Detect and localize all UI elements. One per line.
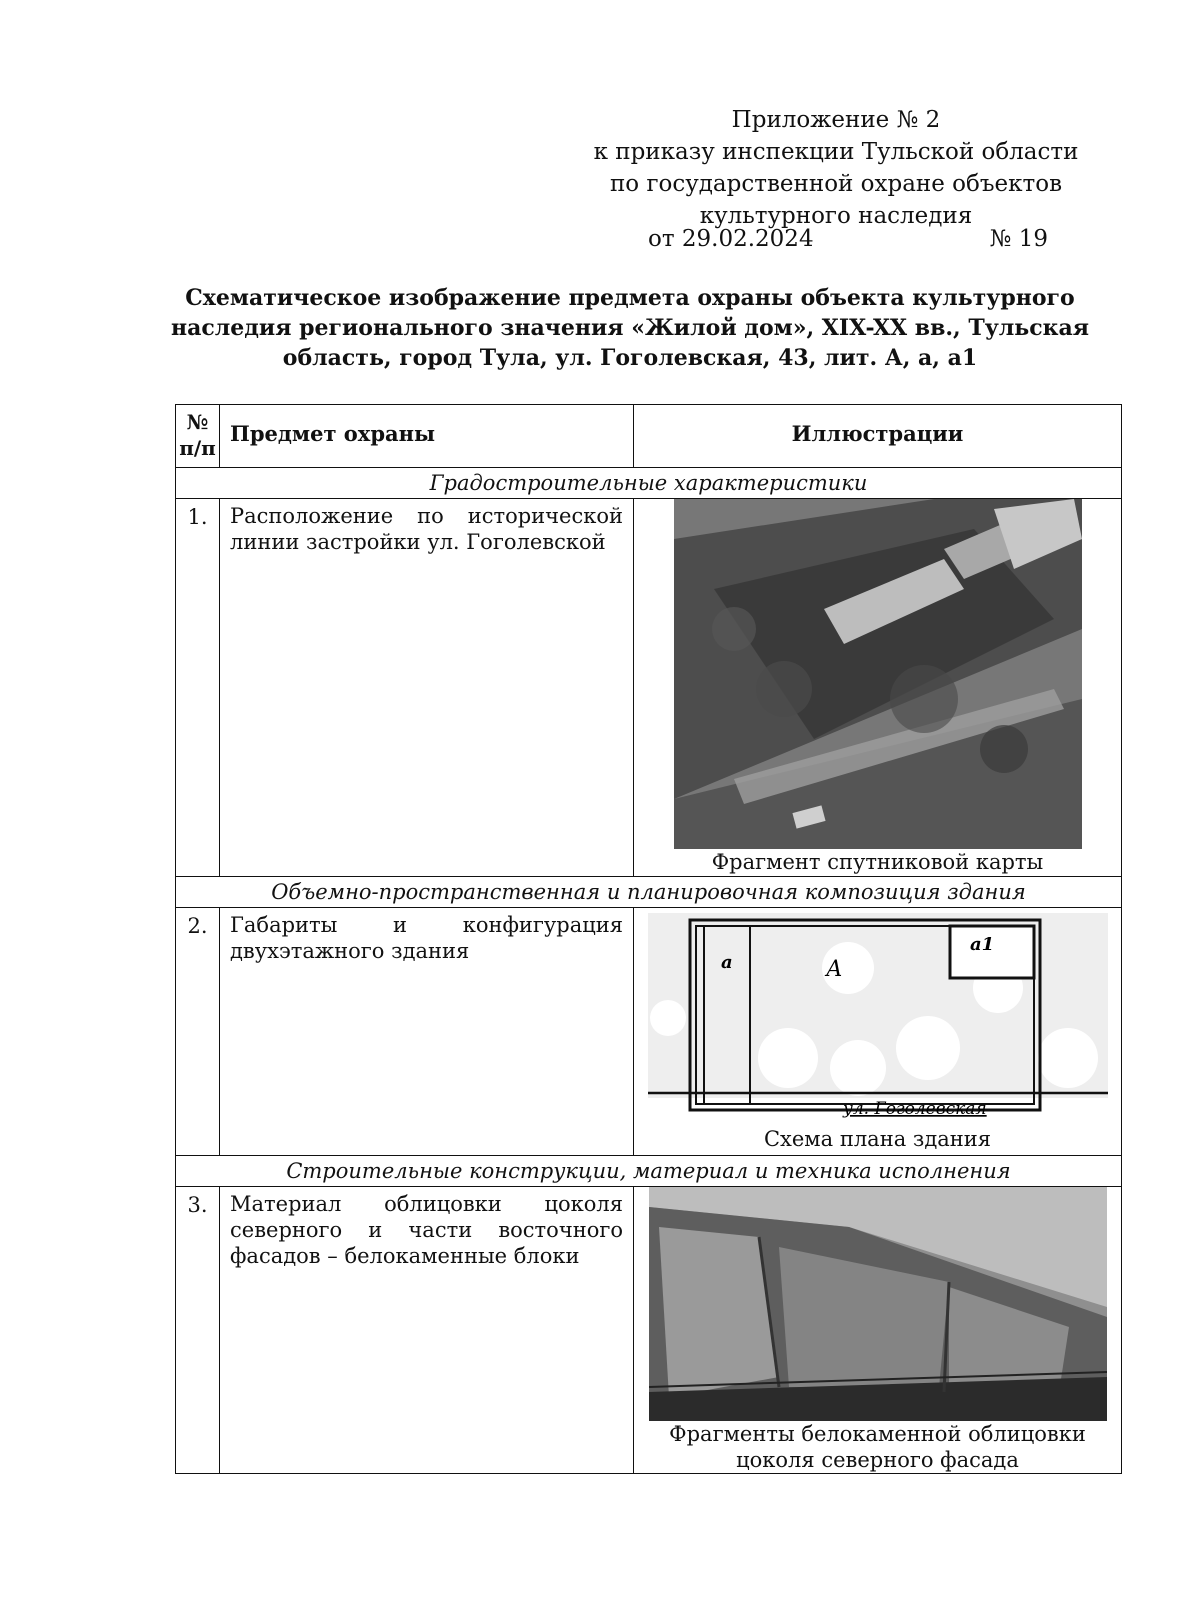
row-subject: Материал облицовки цоколя северного и части восточного фасадов – белокаменные блоки xyxy=(220,1187,634,1474)
appendix-line: Приложение № 2 xyxy=(731,107,941,133)
row-number: 2. xyxy=(176,908,220,1156)
section-title: Объемно-пространственная и планировочная композиция здания xyxy=(176,877,1122,908)
title-line: Схематическое изображение предмета охраны объекта культурного xyxy=(185,285,1075,311)
illustration-cell xyxy=(634,1187,1122,1474)
illustration-caption: Схема плана здания xyxy=(763,1127,992,1151)
section-title: Градостроительные характеристики xyxy=(176,468,1122,499)
row-subject: Расположение по исторической линии застройки ул. Гоголевской xyxy=(220,499,634,877)
section-row xyxy=(176,468,1122,499)
plan-label-a1: а1 xyxy=(969,934,994,955)
illustration-cell xyxy=(634,908,1122,1156)
building-plan-scheme xyxy=(648,908,1108,1126)
section-row xyxy=(176,1156,1122,1187)
row-subject: Габариты и конфигурация двухэтажного здания xyxy=(220,908,634,1156)
column-header-subject: Предмет охраны xyxy=(220,405,634,468)
plan-street-label: ул. Гоголевская xyxy=(842,1099,987,1119)
protection-subject-table xyxy=(175,404,1122,1474)
illustration-caption: цоколя северного фасада xyxy=(736,1448,1019,1472)
appendix-line: культурного наследия xyxy=(699,203,973,229)
section-title: Строительные конструкции, материал и техника исполнения xyxy=(176,1156,1122,1187)
title-line: область, город Тула, ул. Гоголевская, 43, лит. А, а, а1 xyxy=(282,345,978,371)
title-line: наследия регионального значения «Жилой дом», XIX-XX вв., Тульская xyxy=(170,315,1090,341)
appendix-line: к приказу инспекции Тульской области xyxy=(593,139,1079,165)
table-row xyxy=(176,499,1122,877)
illustration-caption: Фрагмент спутниковой карты xyxy=(711,850,1044,874)
table-row xyxy=(176,908,1122,1156)
column-header-number: № п/п xyxy=(176,405,220,468)
appendix-header xyxy=(576,104,1096,232)
satellite-map-image xyxy=(674,499,1082,849)
plan-label-A: А xyxy=(825,957,843,982)
document-title xyxy=(170,283,1090,373)
row-number: 3. xyxy=(176,1187,220,1474)
section-row xyxy=(176,877,1122,908)
order-number: № 19 xyxy=(989,226,1048,252)
appendix-line: по государственной охране объектов xyxy=(609,171,1063,197)
column-header-illustrations: Иллюстрации xyxy=(634,405,1122,468)
table-header-row xyxy=(176,405,1122,468)
illustration-caption: Фрагменты белокаменной облицовки xyxy=(669,1422,1086,1446)
row-number: 1. xyxy=(176,499,220,877)
illustration-cell xyxy=(634,499,1122,877)
table-row xyxy=(176,1187,1122,1474)
order-date: от 29.02.2024 xyxy=(648,226,814,252)
plan-label-a: а xyxy=(720,952,733,973)
stone-facing-photo xyxy=(649,1187,1107,1421)
